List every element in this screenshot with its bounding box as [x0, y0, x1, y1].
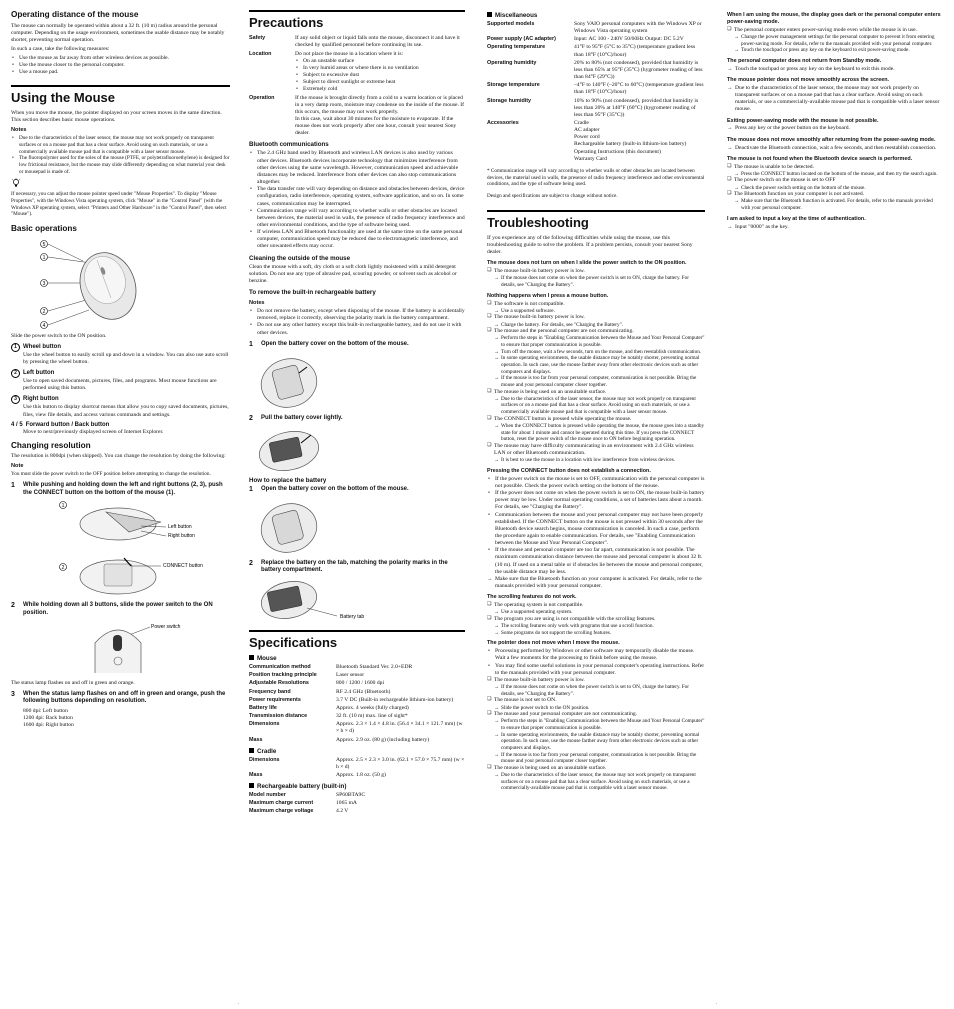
ts-cause: ❏ The personal computer enters power-saving mode even while the mouse is in use.	[727, 27, 943, 34]
step-text: While holding down all 3 buttons, slide the power switch to the ON position.	[23, 602, 213, 616]
fig-label-left: Left button	[168, 524, 192, 531]
res-step-1: 1 While pushing and holding down the left and right buttons (2, 3), push the CONNECT button on the bottom of the mouse (1).	[11, 482, 230, 497]
ts-cause: ❏ The mouse is unable to be detected.	[727, 164, 943, 171]
ts-intro: If you experience any of the following difficulties while using the mouse, use this troubleshooting guide to solve the problem. If a problem persists, consult your nearest Sony dealer.	[487, 234, 693, 256]
fig-label: Battery tab	[340, 613, 365, 620]
page-dot: ·	[238, 1002, 240, 1007]
ts-solution: → Use a supported software.	[487, 308, 705, 315]
ts-solution: → The scrolling features only work with programs that use a scroll function.	[487, 623, 705, 630]
step-text: While pushing and holding down the left and right buttons (2, 3), push the CONNECT button on the bottom of the mouse (1).	[23, 481, 223, 496]
ts-question: The mouse does not move smoothly after returning from the power-saving mode.	[727, 136, 936, 143]
step-text: Open the battery cover on the bottom of the mouse.	[261, 340, 409, 347]
note-text: You must slide the power switch to the OFF position before attempting to change the resolution.	[11, 471, 211, 478]
misc-specs	[487, 21, 705, 163]
ts-question: When I am using the mouse, the display goes dark or the personal computer enters power-saving mode.	[727, 12, 941, 25]
res-text: The resolution is 800dpi (when shipped). You can change the resolution by doing the following:	[11, 453, 226, 459]
ts-cause: ❏ The mouse is being used on an unsuitable surface.	[487, 765, 705, 772]
ts-solution: → Touch the touchpad or press any key on the keyboard to exit power-saving mode.	[727, 47, 943, 54]
ts-question: The mouse pointer does not move smoothly across the screen.	[727, 77, 890, 83]
replace-cover-figure	[249, 498, 465, 556]
page-dot: ·	[716, 1002, 718, 1007]
ts-solution: → Slide the power switch to the ON position.	[487, 705, 705, 712]
mouse-top-figure	[11, 238, 230, 330]
fig-label: 1	[42, 254, 46, 261]
row-value: Do not place the mouse in a location where it is:	[295, 50, 404, 57]
remove-step-2: 2 Pull the battery cover lightly.	[249, 414, 343, 422]
ts-cause: ❏ The power switch on the mouse is set to OFF	[727, 177, 943, 184]
step-text: When the status lamp flashes on and off in green and orange, push the following buttons depending on resolution.	[23, 690, 226, 705]
ts-cause: ❏ The mouse may have difficulty communicating in an environment with 2.4 GHz wireless LAN or other Bluetooth communication.	[487, 443, 705, 457]
spec-row: Operating humidity 20% to 80% (not condensed), provided that humidity is less than 65% at 95°F (35°C) (hygrometer reading of less than 84°F (29°C))	[487, 59, 703, 81]
column-1	[11, 10, 230, 730]
spec-row: Storage temperature –4°F to 140°F (–20°C to 60°C) (temperature gradient less than 18°F (10°C)/hour)	[487, 82, 704, 96]
ts-group-6	[727, 27, 943, 54]
spec-row: Adjustable Resolutions 800 / 1200 / 1600 dpi	[249, 680, 385, 687]
list-item: • Subject to direct sunlight or extreme heat	[303, 79, 465, 86]
list-item: • The fluoropolymer used for the soles of the mouse (PTFE, or polytetrafluoroethylene) is designed for low frictional resistance, but the mouse may slide differently depending on what material your desk or mousepad is made of.	[19, 155, 230, 175]
fig-label-connect: CONNECT button	[163, 563, 203, 570]
ts-solution: → If the mouse is too far from your personal computer, communication is not possible. Bring the mouse and your personal computer closer together.	[487, 375, 705, 388]
row-key: Safety	[249, 35, 266, 42]
ts-group-2	[487, 301, 705, 464]
pull-battery-figure	[249, 427, 465, 473]
list-item: • Due to the characteristics of the laser sensor, the mouse may not work properly on transparent surfaces or on a mouse pad that has a clear surface. Avoid using on such materials, or use a commercially available mouse pad that is compatible with a laser sensor mouse.	[19, 135, 230, 155]
clean-text: Clean the mouse with a soft, dry cloth or a soft cloth lightly moistened with a mild detergent solution. Do not use any type of abrasive pad, scouring powder, or solvent such as alcohol or benzine.	[249, 263, 457, 284]
fig-label: Power switch	[151, 623, 181, 630]
ts-group-10	[727, 145, 943, 152]
ts-question: Pressing the CONNECT button does not establish a connection.	[487, 467, 651, 474]
list-item: • Use the mouse closer to the personal computer.	[19, 62, 230, 69]
ts-solution: • If the power does not come on when the power switch is set to ON, the mouse built-in battery power may be low. Under normal operating conditions, a set of batteries lasts about a month. For details, see "Charging the Battery".	[487, 490, 705, 511]
using-title: Using the Mouse	[11, 85, 230, 105]
replace-step-1: 1 Open the battery cover on the bottom of the mouse.	[249, 485, 409, 493]
ts-question: The scrolling features do not work.	[487, 594, 577, 601]
fig-label: 1	[61, 503, 65, 510]
misc-title: Miscellaneous	[487, 12, 705, 20]
ts-question: The personal computer does not return from Standby mode.	[727, 57, 882, 64]
row-key: Operation	[249, 94, 275, 101]
ts-solution: → Input "0000" as the key.	[727, 224, 943, 231]
button-desc-wheel	[11, 343, 230, 366]
list-item: • Do not use any other battery except this built-in rechargeable battery, and do not use it with other devices.	[257, 322, 465, 336]
fig-label: 5	[42, 241, 46, 248]
ts-solution: → Turn off the mouse, wait a few seconds, turn on the mouse, and then reestablish communication.	[487, 349, 705, 356]
ts-group-5	[487, 648, 705, 792]
ts-solution: → Make sure that the Bluetooth function is activated. For details, refer to the manuals provided with your personal computer.	[727, 198, 943, 211]
ts-solution: → Due to the characteristics of the laser sensor, the mouse may not work properly on transparent surfaces or on a mouse pad that has a clear surface. Avoid using on such materials, or use a commercially-available mouse pad that is compatible with a laser sensor mouse.	[487, 772, 705, 792]
row-key: Location	[249, 50, 272, 57]
list-item: • Use a mouse pad.	[19, 69, 230, 76]
ts-solution: → Check the power switch setting on the bottom of the mouse.	[727, 185, 943, 192]
ts-cause: ❏ The mouse built-in battery power is low.	[487, 268, 705, 275]
button-title: Wheel button	[23, 343, 61, 350]
column-4	[727, 10, 943, 231]
notes-title: Notes	[249, 299, 265, 306]
ts-solution: → It is best to use the mouse in a location with low interference from wireless devices.	[487, 457, 705, 464]
ts-cause: ❏ The CONNECT button is pressed while operating the mouse.	[487, 416, 705, 423]
note-title: Note	[11, 463, 24, 470]
ts-solution: → Due to the characteristics of the laser sensor, the mouse may not work properly on transparent surfaces or on a mouse pad that has a clear surface. Avoid using on such materials, or use a commercially-available mouse pad that is compatible with a laser sensor mouse.	[727, 85, 943, 114]
bt-title: Bluetooth communications	[249, 141, 329, 149]
battery-cover-figure	[249, 353, 465, 411]
ts-group-11	[727, 164, 943, 212]
basic-caption: Slide the power switch to the ON position.	[11, 332, 107, 339]
using-text: When you move the mouse, the pointer displayed on your screen moves in the same direction. This section describes basic mouse operations.	[11, 109, 222, 124]
spec-title: Specifications	[249, 630, 465, 650]
spec-row: Frequency band RF 2.4 GHz (Bluetooth)	[249, 688, 391, 695]
spec-row: Dimensions Approx. 2.5 × 2.3 × 3.0 in. (62.1 × 57.0 × 75.7 mm) (w × h × d)	[249, 756, 465, 770]
notes-list	[11, 135, 230, 175]
button-title: Right button	[23, 396, 59, 403]
ts-solution: → Some programs do not support the scrolling features.	[487, 630, 705, 637]
ts-solution: → When the CONNECT button is pressed while operating the mouse, the mouse goes into a standby state for about 1 minute and cannot be operated during this time. If you press the CONNECT button, reset the power switch of the mouse once to ON before beginning operation.	[487, 423, 705, 443]
res-step-2: 2 While holding down all 3 buttons, slide the power switch to the ON position.	[11, 602, 230, 617]
num-badge: 4 / 5	[11, 421, 23, 428]
list-item: • Subject to excessive dust	[303, 72, 465, 79]
ts-cause: ❏ The operating system is not compatible.	[487, 602, 705, 609]
ts-group-1	[487, 268, 705, 288]
bt-list	[249, 150, 465, 250]
op-distance-text: The mouse can normally be operated within about a 32 ft. (10 m) radius around the personal computer. Depending on the usage environment, sometimes the usable distance may be notably shorter, preventing normal operation.	[11, 22, 225, 43]
list-item: • Extremely cold	[303, 86, 465, 93]
spec-row: Maximum charge current 1065 mA	[249, 800, 357, 807]
design-note: Design and specifications are subject to change without notice.	[487, 192, 618, 199]
ts-solution: → If the mouse does not come on when the power switch is set to ON, charge the battery. For details, see "Charging the Battery".	[487, 684, 705, 697]
spec-row: Battery life Approx. 4 weeks (fully charged)	[249, 704, 409, 711]
ts-cause: ❏ The Bluetooth function on your computer is not activated.	[727, 191, 943, 198]
ts-cause: ❏ The mouse and your personal computer are not communicating.	[487, 711, 705, 718]
spec-cradle-title: Cradle	[249, 748, 465, 756]
button-title: Forward button / Back button	[25, 421, 110, 428]
status-text: The status lamp flashes on and off in green and orange.	[11, 679, 135, 686]
ts-solution: • If the power switch on the mouse is set to OFF, communication with the personal computer is not possible. Check the power switch setting on the bottom of the mouse.	[487, 476, 705, 490]
ts-question: The mouse does not turn on when I slide the power switch to the ON position.	[487, 260, 687, 267]
ts-title: Troubleshooting	[487, 210, 705, 230]
ts-solution: → Charge the battery. For details, see "Charging the Battery".	[487, 322, 705, 329]
ts-cause: ❏ The mouse is being used on an unsuitable surface.	[487, 389, 705, 396]
dpi-item: 800 dpi: Left button	[23, 708, 68, 715]
button-text: Use to open saved documents, pictures, files, and programs. Most mouse functions are performed using this button.	[23, 378, 217, 392]
remove-title: To remove the built-in rechargeable battery	[249, 289, 376, 297]
ts-group-7	[727, 66, 943, 73]
dpi-item: 1200 dpi: Back button	[23, 715, 73, 722]
step-text: Replace the battery on the tab, matching the polarity marks in the battery compartment.	[261, 559, 448, 574]
button-desc-left	[11, 369, 230, 392]
ts-question: The mouse is not found when the Bluetooth device search is performed.	[727, 155, 913, 162]
remove-step-1: 1 Open the battery cover on the bottom of the mouse.	[249, 340, 409, 348]
list-item: • Communication range will vary according to whether walls or other obstacles are located between devices, the material used in walls, the presence of radio frequency interference and other environmental conditions, and the type of software being used.	[257, 208, 465, 229]
ts-solution: → Touch the touchpad or press any key on the keyboard to exit this mode.	[727, 66, 943, 73]
ts-solution: • Processing performed by Windows or other software may temporarily disable the mouse. Wait a few moments for the processing to finish before using the mouse.	[487, 648, 705, 662]
footnote: * Communication range will vary according to whether walls or other obstacles are located between devices, the material used in walls, the presence of radio frequency interference and other environmental conditions, and the type of software being used.	[487, 167, 705, 188]
op-distance-case: In such a case, take the following measures:	[11, 45, 110, 52]
num-badge: 1	[11, 343, 20, 352]
op-distance-list	[11, 55, 230, 76]
ts-cause: ❏ The mouse and the personal computer are not communicating.	[487, 328, 705, 335]
spec-row: Position tracking principle Laser sensor	[249, 672, 365, 679]
spec-row: Dimensions Approx. 2.3 × 1.4 × 4.8 in. (56.4 × 34.1 × 121.7 mm) (w × h × d)	[249, 721, 463, 735]
ts-question: Exiting power-saving mode with the mouse is not possible.	[727, 117, 879, 124]
list-item: • On an unstable surface	[303, 58, 465, 65]
ts-solution: → Due to the characteristics of the laser sensor, the mouse may not work properly on transparent surfaces or on a mouse pad that has a clear surface. Avoid using on such materials, or use a commercially available mouse pad that is compatible with a laser sensor mouse.	[487, 396, 705, 416]
ts-question: I am asked to input a key at the time of authentication.	[727, 215, 866, 222]
spec-row: Maximum charge voltage 4.2 V	[249, 808, 349, 815]
button-text: Move to next/previously displayed screen of Internet Explorer.	[23, 429, 164, 436]
column-2	[249, 10, 465, 816]
prec-title: Precautions	[249, 10, 465, 30]
fig-label: 4	[42, 322, 46, 329]
button-text: Use this button to display shortcut menus that allow you to copy saved documents, pictures, files, view file details, and access various commands and settings.	[23, 404, 229, 418]
ts-question: The pointer does not move when I move the mouse.	[487, 640, 620, 647]
spec-row: Communication method Bluetooth Standard Ver. 2.0+EDR	[249, 664, 413, 671]
power-switch-figure	[11, 621, 230, 677]
fig-label: 2	[42, 308, 46, 315]
list-item: • The data transfer rate will vary depending on distance and obstacles between devices, device configuration, radio interference, operating system, software application, and so on. In some cases, communication may be interrupted.	[257, 186, 465, 207]
fig-label-right: Right button	[168, 533, 195, 540]
fig-label: 2	[61, 565, 65, 572]
num-badge: 3	[11, 395, 20, 404]
ts-group-12	[727, 224, 943, 231]
list-item: • If wireless LAN and Bluetooth functionality are used at the same time on the same personal computer, communication speed may be reduced due to electromagnetic interference, and other unwanted effects may occur.	[257, 229, 465, 250]
safety-row	[249, 35, 465, 49]
ts-cause: ❏ The mouse built-in battery power is low.	[487, 314, 705, 321]
ts-solution: • You may find some useful solutions in your personal computer's operating instructions. Refer to the manuals provided with your personal computer.	[487, 663, 705, 677]
ts-solution: → Perform the steps in "Enabling Communication between the Mouse and Your Personal Computer" to ensure that proper communication is possible.	[487, 335, 705, 348]
ts-group-9	[727, 125, 943, 132]
spec-row: Mass Approx. 2.9 oz. (80 g) (including battery)	[249, 736, 430, 743]
spec-row: Supported models Sony VAIO personal computers with the Windows XP or Windows Vista operating system	[487, 20, 702, 35]
list-item: • In very humid areas or where there is no ventilation	[303, 65, 465, 72]
ts-solution: → Press any key or the power button on the keyboard.	[727, 125, 943, 132]
spec-row: Power requirements 3.7 V DC (Built-in rechargeable lithium-ion battery)	[249, 696, 454, 703]
list-item: • Do not remove the battery, except when disposing of the mouse. If the battery is accidentally removed, replace it correctly, observing the polarity mark in the battery compartment.	[257, 308, 465, 322]
ts-solution: → Use a supported operating system.	[487, 609, 705, 616]
ts-group-4	[487, 602, 705, 636]
ts-solution: → Change the power management settings for the personal computer to prevent it from entering power-saving mode. For details, refer to the manuals provided with your personal computer.	[727, 34, 943, 47]
ts-solution: → In some operating environments, the usable distance may be notably shorter, preventing normal operation. In such case, use the mouse farther away from other electronic devices such as other computers and displays.	[487, 732, 705, 752]
row-value: In this case, wait about 30 minutes for the moisture to evaporate. If the mouse does not work properly after one hour, consult your nearest Sony dealer.	[295, 116, 457, 137]
button-title: Left button	[23, 370, 55, 377]
cradle-specs	[249, 757, 465, 779]
ts-group-8	[727, 85, 943, 114]
replace-step-2: 2 Replace the battery on the tab, matching the polarity marks in the battery compartment.	[249, 560, 465, 575]
ts-question: Nothing happens when I press a mouse button.	[487, 292, 609, 299]
tip-icon	[11, 178, 230, 191]
ts-solution: → Deactivate the Bluetooth connection, wait a few seconds, and then reestablish connection.	[727, 145, 943, 152]
list-item: • The 2.4 GHz band used by Bluetooth and wireless LAN devices is also used by various other devices. Bluetooth devices incorporate technology that minimizes interference from other devices using the same wavelength. However, communication speed and achievable distances may be reduced. Interference from other devices can also stop communications altogether.	[257, 150, 465, 186]
step-text: Open the battery cover on the bottom of the mouse.	[261, 485, 409, 492]
op-distance-title: Operating distance of the mouse	[11, 10, 139, 19]
ts-solution: → Make sure that the Bluetooth function on your computer is activated. For details, refer to the manuals provided with your personal computer.	[487, 576, 705, 590]
notes-title: Notes	[11, 127, 27, 134]
clean-title: Cleaning the outside of the mouse	[249, 254, 351, 262]
res-step-3: 3 When the status lamp flashes on and off in green and orange, push the following buttons depending on resolution.	[11, 691, 230, 706]
num-badge: 2	[11, 369, 20, 378]
button-desc-forward-back	[11, 422, 230, 437]
spec-row: Power supply (AC adapter) Input: AC 100 - 240V 50/60Hz Output: DC 5.2V	[487, 36, 684, 43]
spec-row: Accessories Cradle AC adapter Power cord Rechargeable battery (built-in lithium-ion battery) Operating Instructions (this document) Warranty Card	[487, 119, 687, 162]
replace-title: How to replace the battery	[249, 476, 327, 484]
ts-cause: ❏ The mouse built-in battery power is low.	[487, 677, 705, 684]
battery-tab-figure	[249, 578, 465, 624]
spec-row: Mass Approx. 1.8 oz. (50 g)	[249, 771, 386, 778]
ts-cause: ❏ The program you are using is not compatible with the scrolling features.	[487, 616, 705, 623]
ts-solution: • If the mouse and personal computer are too far apart, communication is not possible. The maximum communication distance between the mouse and personal computer is about 32 ft. (10 m). If used on a metal table or if obstacles lie between the mouse and personal computer, the usable distance may be less.	[487, 547, 705, 576]
ts-solution: → In some operating environments, the usable distance may be notably shorter, preventing normal operation. In such case, use the mouse farther away from other electronic devices such as other computers and displays.	[487, 355, 705, 375]
ts-solution: → Perform the steps in "Enabling Communication between the Mouse and Your Personal Computer" to ensure that proper communication is possible.	[487, 718, 705, 731]
operation-row	[249, 95, 465, 138]
mouse-specs	[249, 664, 465, 744]
ts-group-3	[487, 476, 705, 591]
res-title: Changing resolution	[11, 440, 91, 450]
tip-text: If necessary, you can adjust the mouse pointer speed under "Mouse Properties". To display "Mouse Properties", with the Windows Vista operating system, click "Mouse" in the "Control Panel" (with the Windows XP operating system, select "Printers and Other Hardware" in the "Control Panel", then select "Mouse").	[11, 191, 227, 218]
ts-solution: → If the mouse is too far from your personal computer, communication is not possible. Bring the mouse and your personal computer closer together.	[487, 752, 705, 765]
column-3	[487, 10, 705, 792]
ts-solution: → If the mouse does not come on when the power switch is set to ON, charge the battery. For details, see "Charging the Battery".	[487, 275, 705, 288]
spec-row: Transmission distance 32 ft. (10 m) max. line of sight*	[249, 713, 408, 720]
spec-row: Model number SP60BTA9C	[249, 792, 366, 799]
location-row	[249, 51, 465, 94]
list-item: • Use the mouse as far away from other wireless devices as possible.	[19, 55, 230, 62]
ts-cause: ❏ The mouse is not set to ON.	[487, 697, 705, 704]
battery-specs	[249, 792, 465, 815]
row-value: If the mouse is brought directly from a cold to a warm location or is placed in a very damp room, moisture may condense on the inside of the mouse. If this occurs, the mouse may not work properly.	[295, 94, 465, 115]
step-text: Pull the battery cover lightly.	[261, 414, 343, 421]
spec-mouse-title: Mouse	[249, 655, 465, 663]
ts-solution: → Press the CONNECT button located on the bottom of the mouse, and then try the search again.	[727, 171, 943, 178]
basic-title: Basic operations	[11, 224, 77, 234]
spec-row: Operating temperature 41°F to 95°F (5°C to 35°C) (temperature gradient less than 18°F (10°C)/hour)	[487, 44, 696, 58]
button-desc-right	[11, 395, 230, 418]
dpi-item: 1600 dpi: Right button	[23, 722, 74, 729]
fig-label: 3	[42, 280, 46, 287]
connect-figure	[11, 500, 230, 598]
button-text: Use the wheel button to easily scroll up and down in a window. You can also use auto scroll by pressing the wheel button.	[23, 351, 229, 365]
ts-solution: • Communication between the mouse and your personal computer may not have been properly established. If the CONNECT button on the mouse is not pressed within 30 seconds after the Bluetooth device search begins, mouse communication is canceled. In such a case, perform the procedure again to enable communication. For details, see "Enabling Communication between the Mouse and Your Personal Computer".	[487, 512, 705, 548]
ts-cause: ❏ The software is not compatible.	[487, 301, 705, 308]
spec-battery-title: Rechargeable battery (built-in)	[249, 783, 465, 791]
row-value: If any solid object or liquid falls onto the mouse, disconnect it and have it checked by qualified personnel before continuing its use.	[295, 35, 460, 49]
remove-notes	[249, 308, 465, 337]
spec-row: Storage humidity 10% to 90% (not condensed), provided that humidity is less than 20% at 140°F (60°C) (hygrometer reading of less than 95°F (35°C))	[487, 97, 699, 118]
